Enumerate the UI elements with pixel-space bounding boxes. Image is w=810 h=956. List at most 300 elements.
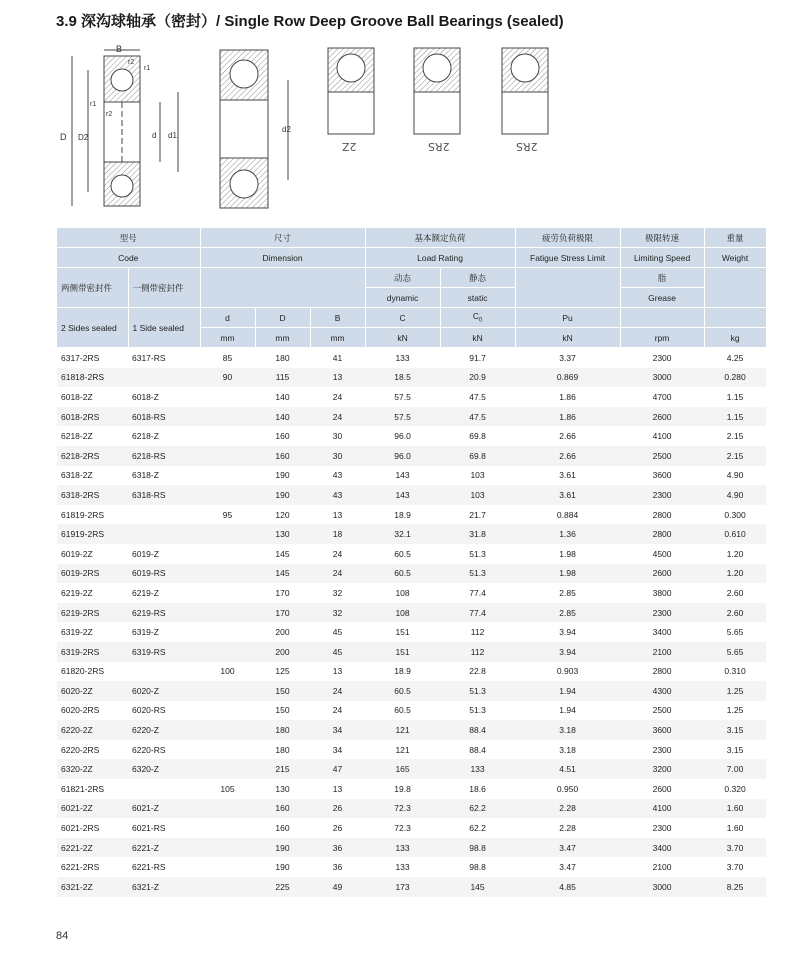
table-cell: 3200 — [620, 759, 704, 779]
dim-label-d2: d2 — [282, 125, 291, 134]
table-cell: 45 — [310, 642, 365, 662]
header-fatigue-en: Fatigue Stress Limit — [515, 248, 620, 268]
table-cell: 160 — [275, 823, 290, 834]
table-cell: 3.18 — [559, 744, 576, 755]
dim-label-d1: d1 — [168, 131, 177, 140]
header-weight-blank — [704, 268, 766, 308]
table-cell: 91.7 — [469, 352, 486, 363]
table-cell: 4.25 — [726, 352, 744, 363]
table-row — [57, 485, 766, 505]
table-cell: 1.15 — [704, 407, 766, 427]
table-cell: 6021-2Z — [57, 799, 128, 819]
header-model-en: Code — [57, 248, 200, 268]
table-cell: 30 — [310, 446, 365, 466]
table-cell: 72.3 — [365, 799, 440, 819]
table-cell: 6318-2Z — [61, 470, 93, 481]
table-cell: 62.2 — [469, 823, 486, 834]
table-cell: 6018-2RS — [57, 407, 128, 427]
table-cell: 180 — [275, 744, 290, 755]
table-cell: 6018-RS — [128, 407, 200, 427]
table-cell: 3.47 — [559, 862, 576, 873]
table-cell: 170 — [275, 587, 290, 598]
table-row — [57, 603, 766, 623]
table-cell: 0.310 — [724, 666, 746, 677]
table-cell: 22.8 — [469, 666, 486, 677]
table-cell: 6219-2RS — [57, 603, 128, 623]
table-cell: 6221-2RS — [61, 862, 100, 873]
table-cell: 6219-Z — [132, 587, 159, 598]
table-row — [57, 740, 766, 760]
table-cell — [200, 642, 255, 662]
table-cell: 1.86 — [515, 407, 620, 427]
table-cell: 160 — [275, 431, 290, 442]
table-cell — [200, 701, 255, 721]
dim-label-D2: D2 — [78, 133, 89, 142]
table-cell — [200, 799, 255, 819]
table-cell: 13 — [332, 783, 343, 794]
table-cell — [200, 387, 255, 407]
table-cell: 103 — [440, 485, 515, 505]
table-cell: 3400 — [620, 838, 704, 858]
header-grease-cn: 脂 — [620, 268, 704, 288]
table-cell: 2300 — [620, 485, 704, 505]
table-cell: 6221-RS — [132, 862, 166, 873]
header-D: D — [255, 308, 310, 328]
variant-label-2z: 2Z — [342, 140, 357, 153]
table-row — [57, 446, 766, 466]
table-cell: 72.3 — [394, 823, 411, 834]
table-row — [57, 368, 766, 388]
table-cell: 2800 — [652, 666, 672, 677]
table-cell: 13 — [332, 509, 343, 520]
variant-2z-drawing — [328, 48, 374, 134]
header-fatigue-blank — [515, 268, 620, 308]
table-cell: 4500 — [652, 548, 672, 559]
table-cell: 6218-2Z — [61, 431, 93, 442]
table-cell: 2.60 — [726, 587, 744, 598]
header-load-en: Load Rating — [365, 248, 515, 268]
table-cell: 26 — [332, 823, 343, 834]
table-cell — [200, 446, 255, 466]
table-cell: 2100 — [620, 642, 704, 662]
dim-label-D: D — [60, 132, 67, 142]
table-cell: 0.610 — [704, 524, 766, 544]
table-cell: 2500 — [652, 705, 672, 716]
table-cell — [128, 524, 200, 544]
header-unit-d: mm — [200, 328, 255, 348]
header-dim-blank — [200, 268, 365, 308]
header-unit-B: mm — [310, 328, 365, 348]
table-cell: 88.4 — [469, 744, 486, 755]
table-cell: 60.5 — [394, 705, 411, 716]
header-two-sides-en: 2 Sides sealed — [57, 308, 128, 348]
table-row — [57, 426, 766, 446]
table-cell: 43 — [310, 485, 365, 505]
table-cell: 43 — [332, 470, 343, 481]
dim-label-r1: r1 — [144, 65, 151, 72]
header-unit-C0: kN — [440, 328, 515, 348]
table-cell: 2.60 — [704, 603, 766, 623]
table-cell: 21.7 — [469, 509, 486, 520]
table-cell: 24 — [332, 705, 343, 716]
table-cell — [200, 544, 255, 564]
table-cell: 2.15 — [704, 446, 766, 466]
table-cell: 165 — [365, 759, 440, 779]
header-one-side-cn: 一侧带密封件 — [128, 268, 200, 308]
table-cell: 20.9 — [440, 368, 515, 388]
table-cell — [200, 407, 255, 427]
table-cell: 140 — [255, 407, 310, 427]
table-cell: 13 — [310, 368, 365, 388]
header-dynamic-cn: 动态 — [365, 268, 440, 288]
table-cell: 6318-Z — [132, 470, 159, 481]
table-cell: 6018-2Z — [61, 391, 93, 402]
table-cell: 95 — [222, 509, 233, 520]
table-row — [57, 583, 766, 603]
table-cell: 180 — [255, 720, 310, 740]
table-cell: 2500 — [620, 446, 704, 466]
table-cell: 2.28 — [515, 799, 620, 819]
table-cell: 112 — [440, 642, 515, 662]
dim-label-r2-lower: r2 — [106, 111, 113, 118]
table-cell: 6020-2Z — [57, 681, 128, 701]
table-cell: 51.3 — [440, 681, 515, 701]
table-cell: 30 — [332, 431, 343, 442]
table-cell: 34 — [310, 720, 365, 740]
table-cell: 4.51 — [515, 759, 620, 779]
table-cell: 1.60 — [704, 799, 766, 819]
table-cell: 32.1 — [365, 524, 440, 544]
header-B: B — [310, 308, 365, 328]
header-unit-D: mm — [255, 328, 310, 348]
table-cell: 3.47 — [515, 838, 620, 858]
table-cell — [200, 838, 255, 858]
table-cell: 96.0 — [365, 446, 440, 466]
table-row — [57, 838, 766, 858]
table-cell: 3.70 — [704, 838, 766, 858]
table-cell: 45 — [332, 627, 343, 638]
table-cell: 4.90 — [704, 485, 766, 505]
table-cell: 0.300 — [724, 509, 746, 520]
table-cell: 3.15 — [726, 744, 744, 755]
table-cell: 121 — [395, 744, 410, 755]
table-cell: 6021-RS — [132, 823, 166, 834]
table-cell: 1.20 — [704, 564, 766, 584]
table-cell: 90 — [200, 368, 255, 388]
table-cell: 47 — [310, 759, 365, 779]
table-cell: 200 — [255, 642, 310, 662]
table-cell: 2600 — [652, 783, 672, 794]
table-cell: 41 — [332, 352, 343, 363]
header-dimension-cn: 尺寸 — [200, 228, 365, 248]
table-cell: 61821-2RS — [61, 783, 105, 794]
table-cell: 60.5 — [365, 564, 440, 584]
variant-2rs-drawing — [414, 48, 460, 134]
table-row — [57, 642, 766, 662]
table-cell: 1.20 — [726, 548, 744, 559]
table-cell: 6218-2RS — [57, 446, 128, 466]
table-cell: 51.3 — [469, 705, 486, 716]
table-cell: 2.15 — [726, 431, 744, 442]
table-row — [57, 799, 766, 819]
table-cell: 180 — [275, 352, 290, 363]
table-cell: 6018-Z — [132, 391, 159, 402]
table-cell: 1.15 — [726, 391, 744, 402]
table-row — [57, 857, 766, 877]
table-cell: 6319-RS — [128, 642, 200, 662]
table-cell: 8.25 — [704, 877, 766, 897]
table-cell: 5.65 — [704, 642, 766, 662]
table-cell: 150 — [275, 705, 290, 716]
table-cell: 3.37 — [559, 352, 576, 363]
table-cell: 190 — [255, 485, 310, 505]
table-cell: 160 — [255, 446, 310, 466]
variant-label-2rs-alt: 2RS — [516, 140, 538, 153]
header-speed-en: Limiting Speed — [620, 248, 704, 268]
table-cell: 61820-2RS — [61, 666, 105, 677]
table-cell: 0.280 — [704, 368, 766, 388]
table-cell: 6320-2Z — [57, 759, 128, 779]
table-cell: 36 — [310, 838, 365, 858]
table-cell: 133 — [365, 838, 440, 858]
table-cell: 60.5 — [365, 681, 440, 701]
table-cell: 2.66 — [559, 431, 576, 442]
header-one-side-en: 1 Side sealed — [128, 308, 200, 348]
table-cell: 4300 — [620, 681, 704, 701]
table-cell: 108 — [395, 587, 410, 598]
table-cell: 151 — [365, 642, 440, 662]
table-cell: 145 — [255, 564, 310, 584]
table-cell: 0.950 — [556, 783, 579, 794]
table-cell: 61819-2RS — [61, 509, 105, 520]
table-cell: 103 — [470, 470, 485, 481]
table-cell: 4100 — [652, 431, 672, 442]
table-cell: 170 — [255, 603, 310, 623]
table-cell: 2300 — [652, 744, 672, 755]
table-cell — [200, 818, 255, 838]
table-cell: 200 — [275, 627, 290, 638]
table-row — [57, 759, 766, 779]
table-row — [57, 681, 766, 701]
table-cell: 1.98 — [559, 548, 576, 559]
table-cell: 1.25 — [704, 681, 766, 701]
table-row — [57, 466, 766, 486]
variant-label-2rs: 2RS — [428, 140, 450, 153]
table-cell: 190 — [275, 470, 290, 481]
table-cell: 6021-Z — [128, 799, 200, 819]
table-cell: 18.5 — [365, 368, 440, 388]
table-cell: 26 — [310, 799, 365, 819]
header-dynamic-en: dynamic — [365, 288, 440, 308]
table-cell: 225 — [255, 877, 310, 897]
table-cell: 2300 — [620, 603, 704, 623]
table-cell — [200, 720, 255, 740]
table-cell: 6019-Z — [132, 548, 159, 559]
table-cell: 3.61 — [515, 485, 620, 505]
table-cell: 130 — [275, 783, 290, 794]
table-cell: 18.9 — [394, 666, 411, 677]
table-cell: 6020-2RS — [61, 705, 100, 716]
table-cell: 1.94 — [559, 705, 576, 716]
table-cell: 2.85 — [559, 587, 576, 598]
table-cell: 6317-2RS — [61, 352, 100, 363]
table-cell: 120 — [275, 509, 290, 520]
table-cell: 6020-Z — [128, 681, 200, 701]
table-cell: 125 — [275, 666, 290, 677]
table-cell: 31.8 — [440, 524, 515, 544]
table-cell — [200, 622, 255, 642]
table-cell: 57.5 — [365, 407, 440, 427]
table-body — [57, 348, 766, 897]
table-cell: 85 — [222, 352, 233, 363]
table-cell: 0.884 — [556, 509, 579, 520]
dim-label-r2: r2 — [128, 59, 135, 66]
table-cell — [200, 426, 255, 446]
table-cell — [200, 857, 255, 877]
table-cell: 61919-2RS — [57, 524, 128, 544]
dim-label-B: B — [116, 44, 123, 54]
table-cell: 133 — [440, 759, 515, 779]
table-row — [57, 564, 766, 584]
table-cell: 3.61 — [559, 470, 576, 481]
table-cell: 24 — [310, 407, 365, 427]
table-cell: 6318-RS — [128, 485, 200, 505]
table-cell: 0.869 — [515, 368, 620, 388]
header-unit-Pu: kN — [515, 328, 620, 348]
table-cell: 19.8 — [394, 783, 411, 794]
table-cell: 49 — [310, 877, 365, 897]
table-cell: 6220-Z — [128, 720, 200, 740]
table-row — [57, 387, 766, 407]
table-cell: 6220-2Z — [57, 720, 128, 740]
table-cell: 32 — [332, 587, 343, 598]
header-weight-blank-2 — [704, 308, 766, 328]
table-cell: 62.2 — [440, 799, 515, 819]
table-cell: 130 — [255, 524, 310, 544]
table-cell: 51.3 — [440, 564, 515, 584]
table-cell: 173 — [365, 877, 440, 897]
header-speed-cn: 极限转速 — [620, 228, 704, 248]
header-grease-en: Grease — [620, 288, 704, 308]
table-cell: 24 — [310, 564, 365, 584]
table-cell: 6319-2RS — [57, 642, 128, 662]
table-cell — [200, 740, 255, 760]
table-row — [57, 407, 766, 427]
table-cell: 150 — [255, 681, 310, 701]
table-cell: 1.60 — [726, 823, 744, 834]
table-cell: 4.90 — [726, 470, 744, 481]
table-cell: 6220-2RS — [61, 744, 100, 755]
table-cell: 133 — [395, 862, 410, 873]
table-cell: 1.98 — [515, 564, 620, 584]
table-cell: 6218-RS — [128, 446, 200, 466]
table-cell: 151 — [395, 627, 410, 638]
header-static-en: static — [440, 288, 515, 308]
table-cell: 4.85 — [515, 877, 620, 897]
table-row — [57, 701, 766, 721]
table-cell: 57.5 — [394, 391, 411, 402]
table-cell: 32 — [310, 603, 365, 623]
header-d: d — [200, 308, 255, 328]
variant-2rs-alt-drawing — [502, 48, 548, 134]
table-cell: 143 — [395, 470, 410, 481]
dim-label-r1-lower: r1 — [90, 101, 97, 108]
table-cell: 2300 — [652, 823, 672, 834]
header-unit-C: kN — [365, 328, 440, 348]
table-cell: 69.8 — [469, 431, 486, 442]
table-cell: 190 — [275, 862, 290, 873]
table-cell: 2.28 — [559, 823, 576, 834]
table-cell: 6218-Z — [132, 431, 159, 442]
table-cell: 143 — [365, 485, 440, 505]
table-cell — [200, 877, 255, 897]
table-cell: 2100 — [652, 862, 672, 873]
table-cell: 2600 — [620, 407, 704, 427]
table-cell: 47.5 — [440, 407, 515, 427]
header-dimension-en: Dimension — [200, 248, 365, 268]
table-row — [57, 877, 766, 897]
table-cell: 6021-2RS — [61, 823, 100, 834]
table-cell: 121 — [365, 720, 440, 740]
table-row — [57, 662, 766, 682]
table-cell: 3.94 — [515, 642, 620, 662]
header-C0: $C_0$ — [440, 308, 515, 328]
table-cell: 77.4 — [469, 587, 486, 598]
table-cell: 13 — [332, 666, 343, 677]
table-cell — [128, 662, 200, 682]
table-cell: 3600 — [652, 470, 672, 481]
table-cell: 108 — [365, 603, 440, 623]
table-cell: 100 — [220, 666, 235, 677]
bearing-diagrams — [52, 40, 612, 220]
table-cell — [200, 583, 255, 603]
header-static-cn: 静态 — [440, 268, 515, 288]
table-cell: 3.94 — [559, 627, 576, 638]
table-cell: 77.4 — [440, 603, 515, 623]
table-cell: 3.15 — [704, 720, 766, 740]
table-cell — [128, 368, 200, 388]
header-load-cn: 基本额定负荷 — [365, 228, 515, 248]
table-cell: 1.94 — [515, 681, 620, 701]
header-speed-blank — [620, 308, 704, 328]
table-cell: 3.18 — [515, 720, 620, 740]
header-weight-cn: 重量 — [704, 228, 766, 248]
main-dimension-drawing — [72, 50, 178, 206]
table-cell — [200, 466, 255, 486]
table-cell — [200, 485, 255, 505]
table-cell: 2800 — [652, 509, 672, 520]
table-cell: 0.320 — [724, 783, 746, 794]
header-C: C — [365, 308, 440, 328]
table-cell: 18 — [310, 524, 365, 544]
table-cell: 3000 — [620, 877, 704, 897]
table-cell: 6321-Z — [128, 877, 200, 897]
table-cell: 6318-2RS — [57, 485, 128, 505]
table-cell — [128, 505, 200, 525]
table-cell: 6019-2Z — [61, 548, 93, 559]
table-cell: 6319-2Z — [61, 627, 93, 638]
table-cell — [128, 779, 200, 799]
table-cell: 18.6 — [469, 783, 486, 794]
table-cell: 0.903 — [556, 666, 579, 677]
table-cell: 105 — [220, 783, 235, 794]
header-model-cn: 型号 — [57, 228, 200, 248]
table-cell — [200, 759, 255, 779]
seal-detail-drawing — [220, 50, 288, 208]
table-cell: 61818-2RS — [57, 368, 128, 388]
table-cell: 6321-2Z — [57, 877, 128, 897]
table-cell: 3800 — [652, 587, 672, 598]
